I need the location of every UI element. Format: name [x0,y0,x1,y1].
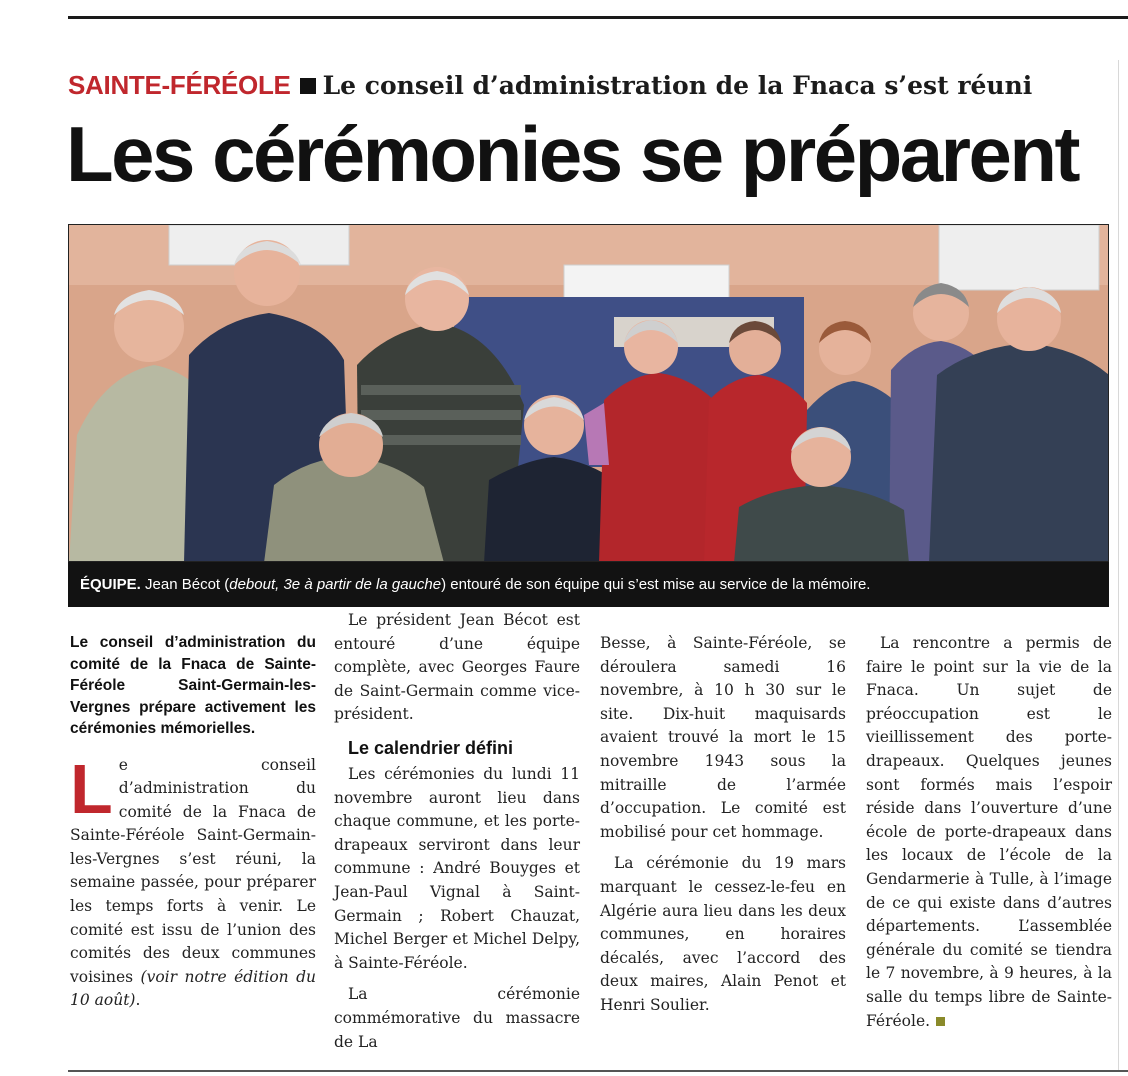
top-rule [68,16,1128,19]
paragraph-6-text: La rencontre a permis de faire le point sur la vie de la Fnaca. Un sujet de préoccupation est le vieillissement des porte-drapeaux. Quelques jeunes sont formés mais l’espoir réside dans l’ouverture d’une école de porte-drapeaux dans les locaux de l’école de la Gendarmerie à Tulle, à l’image de ce qui existe dans d’autres départements. L’assemblée générale du comité se tiendra le 7 novembre, à 9 heures, à la salle du temps libre de Sainte-Féréole. [866,634,1112,1030]
bottom-rule [68,1070,1128,1072]
kicker [68,70,1032,101]
group-photo [68,224,1109,562]
paragraph-1-italic: (voir notre édition du 10 août) [70,967,316,1010]
kicker-text: Le conseil d’administration de la Fnaca s’est réuni [322,71,1033,100]
caption-text-after: ) entouré de son équipe qui s’est mise au service de la mémoire. [441,576,871,593]
paragraph-2: Le président Jean Bécot est entouré d’une équipe complète, avec Georges Faure de Saint-Germain comme vice-président. [334,611,580,724]
column-3 [600,632,846,1018]
end-mark-icon [936,1017,945,1026]
caption-label: ÉQUIPE. [80,576,141,593]
paragraph-4a: La cérémonie commémorative du massacre de La [334,985,580,1051]
paragraph-6 [866,632,1112,1033]
paragraph-1 [70,749,316,1014]
subhead-calendrier: Le calendrier défini [348,737,514,758]
lead-paragraph: Le conseil d’administration du comité de la Fnaca de Sainte-Féréole Saint-Germain-les-Vergnes prépare activement les cérémonies mémorielles. [70,634,316,737]
drop-cap: L [70,749,113,828]
right-rule [1118,60,1119,1070]
headline: Les cérémonies se préparent [66,110,1079,198]
caption-text-before: Jean Bécot ( [145,576,230,593]
paragraph-1-end: . [135,991,141,1010]
column-2 [334,611,580,1054]
kicker-place: SAINTE-FÉRÉOLE [68,70,291,100]
paragraph-4b: Besse, à Sainte-Féréole, se déroulera samedi 16 novembre, à 10 h 30 sur le site. Dix-huit maquisards avaient trouvé la mort le 15 novembre 1943 sous la mitraille de l’armée d’occupation. Le comité est mobilisé pour cet hommage. [600,634,846,841]
kicker-square-icon [300,78,316,94]
paragraph-1-text: e conseil d’administration du comité de la Fnaca de Sainte-Féréole Saint-Germain-les-Vergnes s’est réuni, la semaine passée, pour préparer les temps forts à venir. Le comité est issu de l’union des comités des deux communes voisines [70,755,316,986]
paragraph-3: Les cérémonies du lundi 11 novembre auront lieu dans chaque commune, et les porte-drapeaux serviront dans leur commune : André Bouyges et Jean-Paul Vignal à Saint-Germain ; Robert Chauzat, Michel Berger et Michel Delpy, à Sainte-Féréole. [334,764,580,972]
caption-text-italic: debout, 3e à partir de la gauche [229,576,442,593]
column-1 [70,632,316,1013]
paragraph-5: La cérémonie du 19 mars marquant le cessez-le-feu en Algérie aura lieu dans les deux communes, en horaires décalés, avec l’accord des deux maires, Alain Penot et Henri Soulier. [600,854,846,1014]
column-4 [866,632,1112,1033]
photo-caption [68,562,1109,607]
